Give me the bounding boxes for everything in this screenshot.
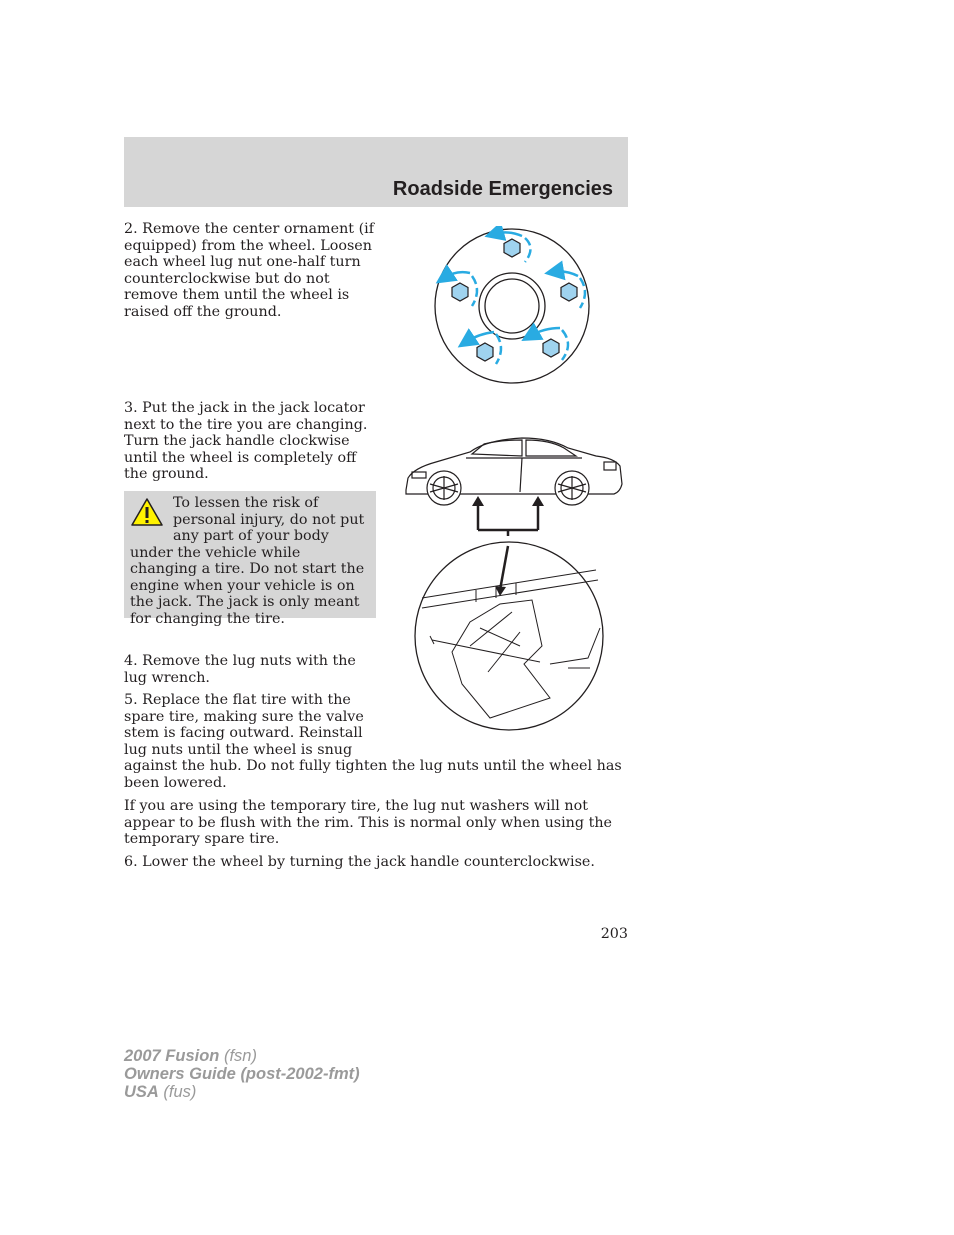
- section-title: Roadside Emergencies: [392, 178, 613, 200]
- step-2-text: 2. Remove the center ornament (if equipped) from the wheel. Loosen each wheel lug nut one-half turn counterclockwise but do not remove them until the wheel is raised off the ground.: [124, 221, 375, 320]
- warning-box: [124, 491, 376, 627]
- car-jack-diagram: [400, 432, 626, 734]
- warning-text: To lessen the risk of personal injury, do not put any part of your body under the vehicle while changing a tire. Do not start the engine when your vehicle is on the jack. The jack is only meant for changing the tire.: [130, 495, 365, 627]
- footer-line-3: USA (fus): [124, 1083, 197, 1101]
- step-5-block: [124, 692, 624, 791]
- step-4-text: 4. Remove the lug nuts with the lug wrench.: [124, 653, 356, 686]
- step-3-text: 3. Put the jack in the jack locator next to the tire you are changing. Turn the jack handle clockwise until the wheel is completely off the ground.: [124, 400, 368, 482]
- wheel-lug-nut-diagram: [432, 226, 594, 386]
- page-number: 203: [600, 926, 628, 942]
- section-header: [124, 137, 628, 207]
- document-footer: [124, 1047, 360, 1101]
- step-5-text: 5. Replace the flat tire with the spare tire, making sure the valve stem is facing outward. Reinstall lug nuts until the wheel is snug against the hub. Do not fully tighten the lug nuts until the wheel has been lowered.: [124, 692, 622, 791]
- footer-line-1: 2007 Fusion (fsn): [124, 1047, 257, 1065]
- step-6-text: 6. Lower the wheel by turning the jack handle counterclockwise.: [124, 854, 595, 870]
- temporary-tire-note: If you are using the temporary tire, the lug nut washers will not appear to be flush with the rim. This is normal only when using the temporary spare tire.: [124, 798, 612, 847]
- footer-line-2: Owners Guide (post-2002-fmt): [124, 1065, 360, 1083]
